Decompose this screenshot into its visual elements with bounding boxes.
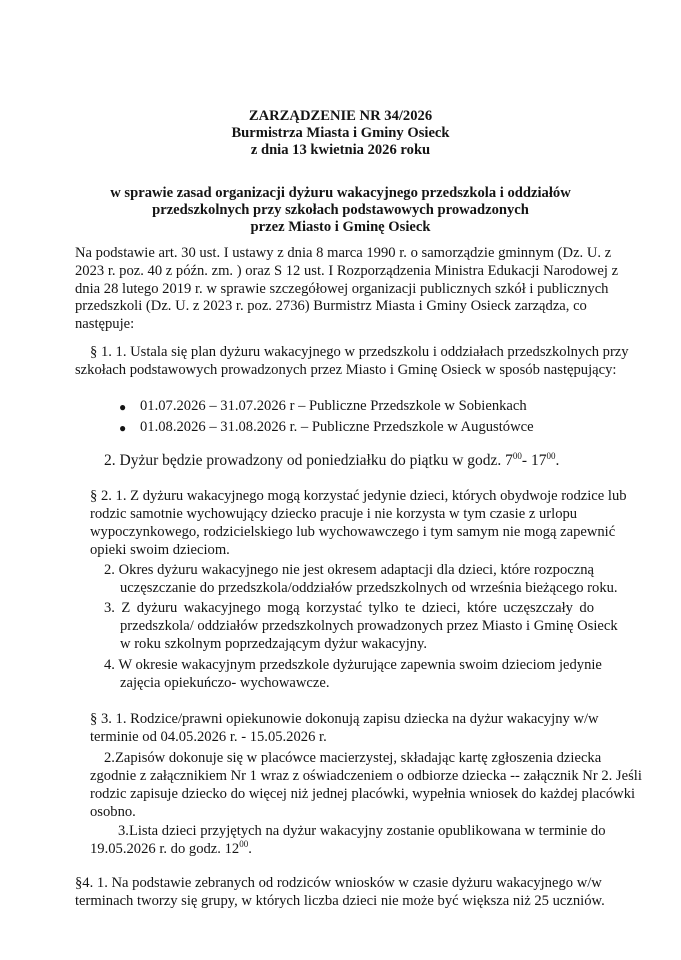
preamble-line: 2023 r. poz. 40 z późn. zm. ) oraz S 12 ust. I Rozporządzenia Ministra Edukacji Narodowej z <box>75 263 619 279</box>
preamble-line: Na podstawie art. 30 ust. I ustawy z dnia 8 marca 1990 r. o samorządzie gminnym (Dz. U. z <box>75 245 612 261</box>
section-2-point-3: przedszkola/ oddziałów przedszkolnych prowadzonych przez Miasto i Gminę Osieck <box>120 618 618 634</box>
section-4-line: terminach tworzy się grupy, w których liczba dzieci nie może być większa niż 25 uczniów. <box>75 893 605 909</box>
section-3-point-3: 3.Lista dzieci przyjętych na dyżur wakacyjny zostanie opublikowana w terminie do <box>118 823 606 839</box>
duty-hours: 2. Dyżur będzie prowadzony od poniedziałku do piątku w godz. $7^{00}-$ $17^{00}$. <box>104 451 560 469</box>
section-4-line: §4. 1. Na podstawie zebranych od rodziców wniosków w czasie dyżuru wakacyjnego w/w <box>75 875 602 891</box>
section-1-line: szkołach podstawowych prowadzonych przez Miasto i Gminę Osieck w sposób następujący: <box>75 362 617 378</box>
subject-line-1: w sprawie zasad organizacji dyżuru wakacyjnego przedszkola i oddziałów <box>110 185 571 201</box>
section-2-point-2: uczęszczanie do przedszkola/oddziałów przedszkolnych od września bieżącego roku. <box>120 580 618 596</box>
section-3-line: § 3. 1. Rodzice/prawni opiekunowie dokonują zapisu dziecka na dyżur wakacyjny w/w <box>90 711 599 727</box>
section-2-line: rodzic samotnie wychowujący dziecko pracuje i nie korzysta w tym czasie z urlopu <box>90 506 578 522</box>
duty-period-1: 01.07.2026 – 31.07.2026 r – Publiczne Przedszkole w Sobienkach <box>140 398 527 414</box>
bullet-icon: ● <box>119 400 127 414</box>
ordinance-number: ZARZĄDZENIE NR 34/2026 <box>248 108 433 124</box>
section-3-point-3: 19.05.2026 r. do godz. $12^{00}$. <box>90 839 252 857</box>
section-2-line: opieki swoim dzieciom. <box>90 542 230 558</box>
preamble-line: dnia 28 lutego 2019 r. w sprawie szczegółowej organizacji publicznych szkół i publicznych <box>75 281 609 297</box>
subject-line-3: przez Miasto i Gminę Osieck <box>250 219 431 235</box>
section-3-point-2: rodzic zapisuje dziecko do więcej niż jednej placówki, wypełnia wniosek do każdej placówki <box>90 786 636 802</box>
section-3-line: terminie od 04.05.2026 r. - 15.05.2026 r. <box>90 729 327 745</box>
section-2-point-3: w roku szkolnym poprzedzającym dyżur wakacyjny. <box>120 636 428 652</box>
issuer: Burmistrza Miasta i Gminy Osieck <box>231 125 450 141</box>
section-2-line: § 2. 1. Z dyżuru wakacyjnego mogą korzystać jedynie dzieci, których obydwoje rodzice lub <box>90 488 627 504</box>
section-3-point-2: 2.Zapisów dokonuje się w placówce macierzystej, składając kartę zgłoszenia dziecka <box>104 750 602 766</box>
section-1-line: § 1. 1. Ustala się plan dyżuru wakacyjnego w przedszkolu i oddziałach przedszkolnych przy <box>90 344 629 360</box>
duty-period-2: 01.08.2026 – 31.08.2026 r. – Publiczne Przedszkole w Augustówce <box>140 419 534 435</box>
section-2-point-4: zajęcia opiekuńczo- wychowawcze. <box>120 675 330 691</box>
preamble-line: przedszkoli (Dz. U. z 2023 r. poz. 2736) Burmistrz Miasta i Gminy Osieck zarządza, co <box>75 298 587 314</box>
subject-line-2: przedszkolnych przy szkołach podstawowych prowadzonych <box>152 202 529 218</box>
section-3-point-2: osobno. <box>90 804 136 820</box>
section-2-point-3: 3. Z dyżuru wakacyjnego mogą korzystać tylko te dzieci, które uczęszczały do <box>104 600 594 616</box>
section-3-point-2: zgodnie z załącznikiem Nr 1 wraz z oświadczeniem o odbiorze dziecka -- załącznik Nr 2. Jeśli <box>90 768 642 784</box>
preamble-line: następuje: <box>75 316 135 332</box>
section-2-line: wypoczynkowego, rodzicielskiego lub wychowawczego i tym samym nie mogą zapewnić <box>90 524 616 540</box>
section-2-point-2: 2. Okres dyżuru wakacyjnego nie jest okresem adaptacji dla dzieci, które rozpoczną <box>104 562 594 578</box>
ordinance-date: z dnia 13 kwietnia 2026 roku <box>250 142 431 158</box>
section-2-point-4: 4. W okresie wakacyjnym przedszkole dyżurujące zapewnia swoim dzieciom jedynie <box>104 657 602 673</box>
bullet-icon: ● <box>119 421 127 435</box>
